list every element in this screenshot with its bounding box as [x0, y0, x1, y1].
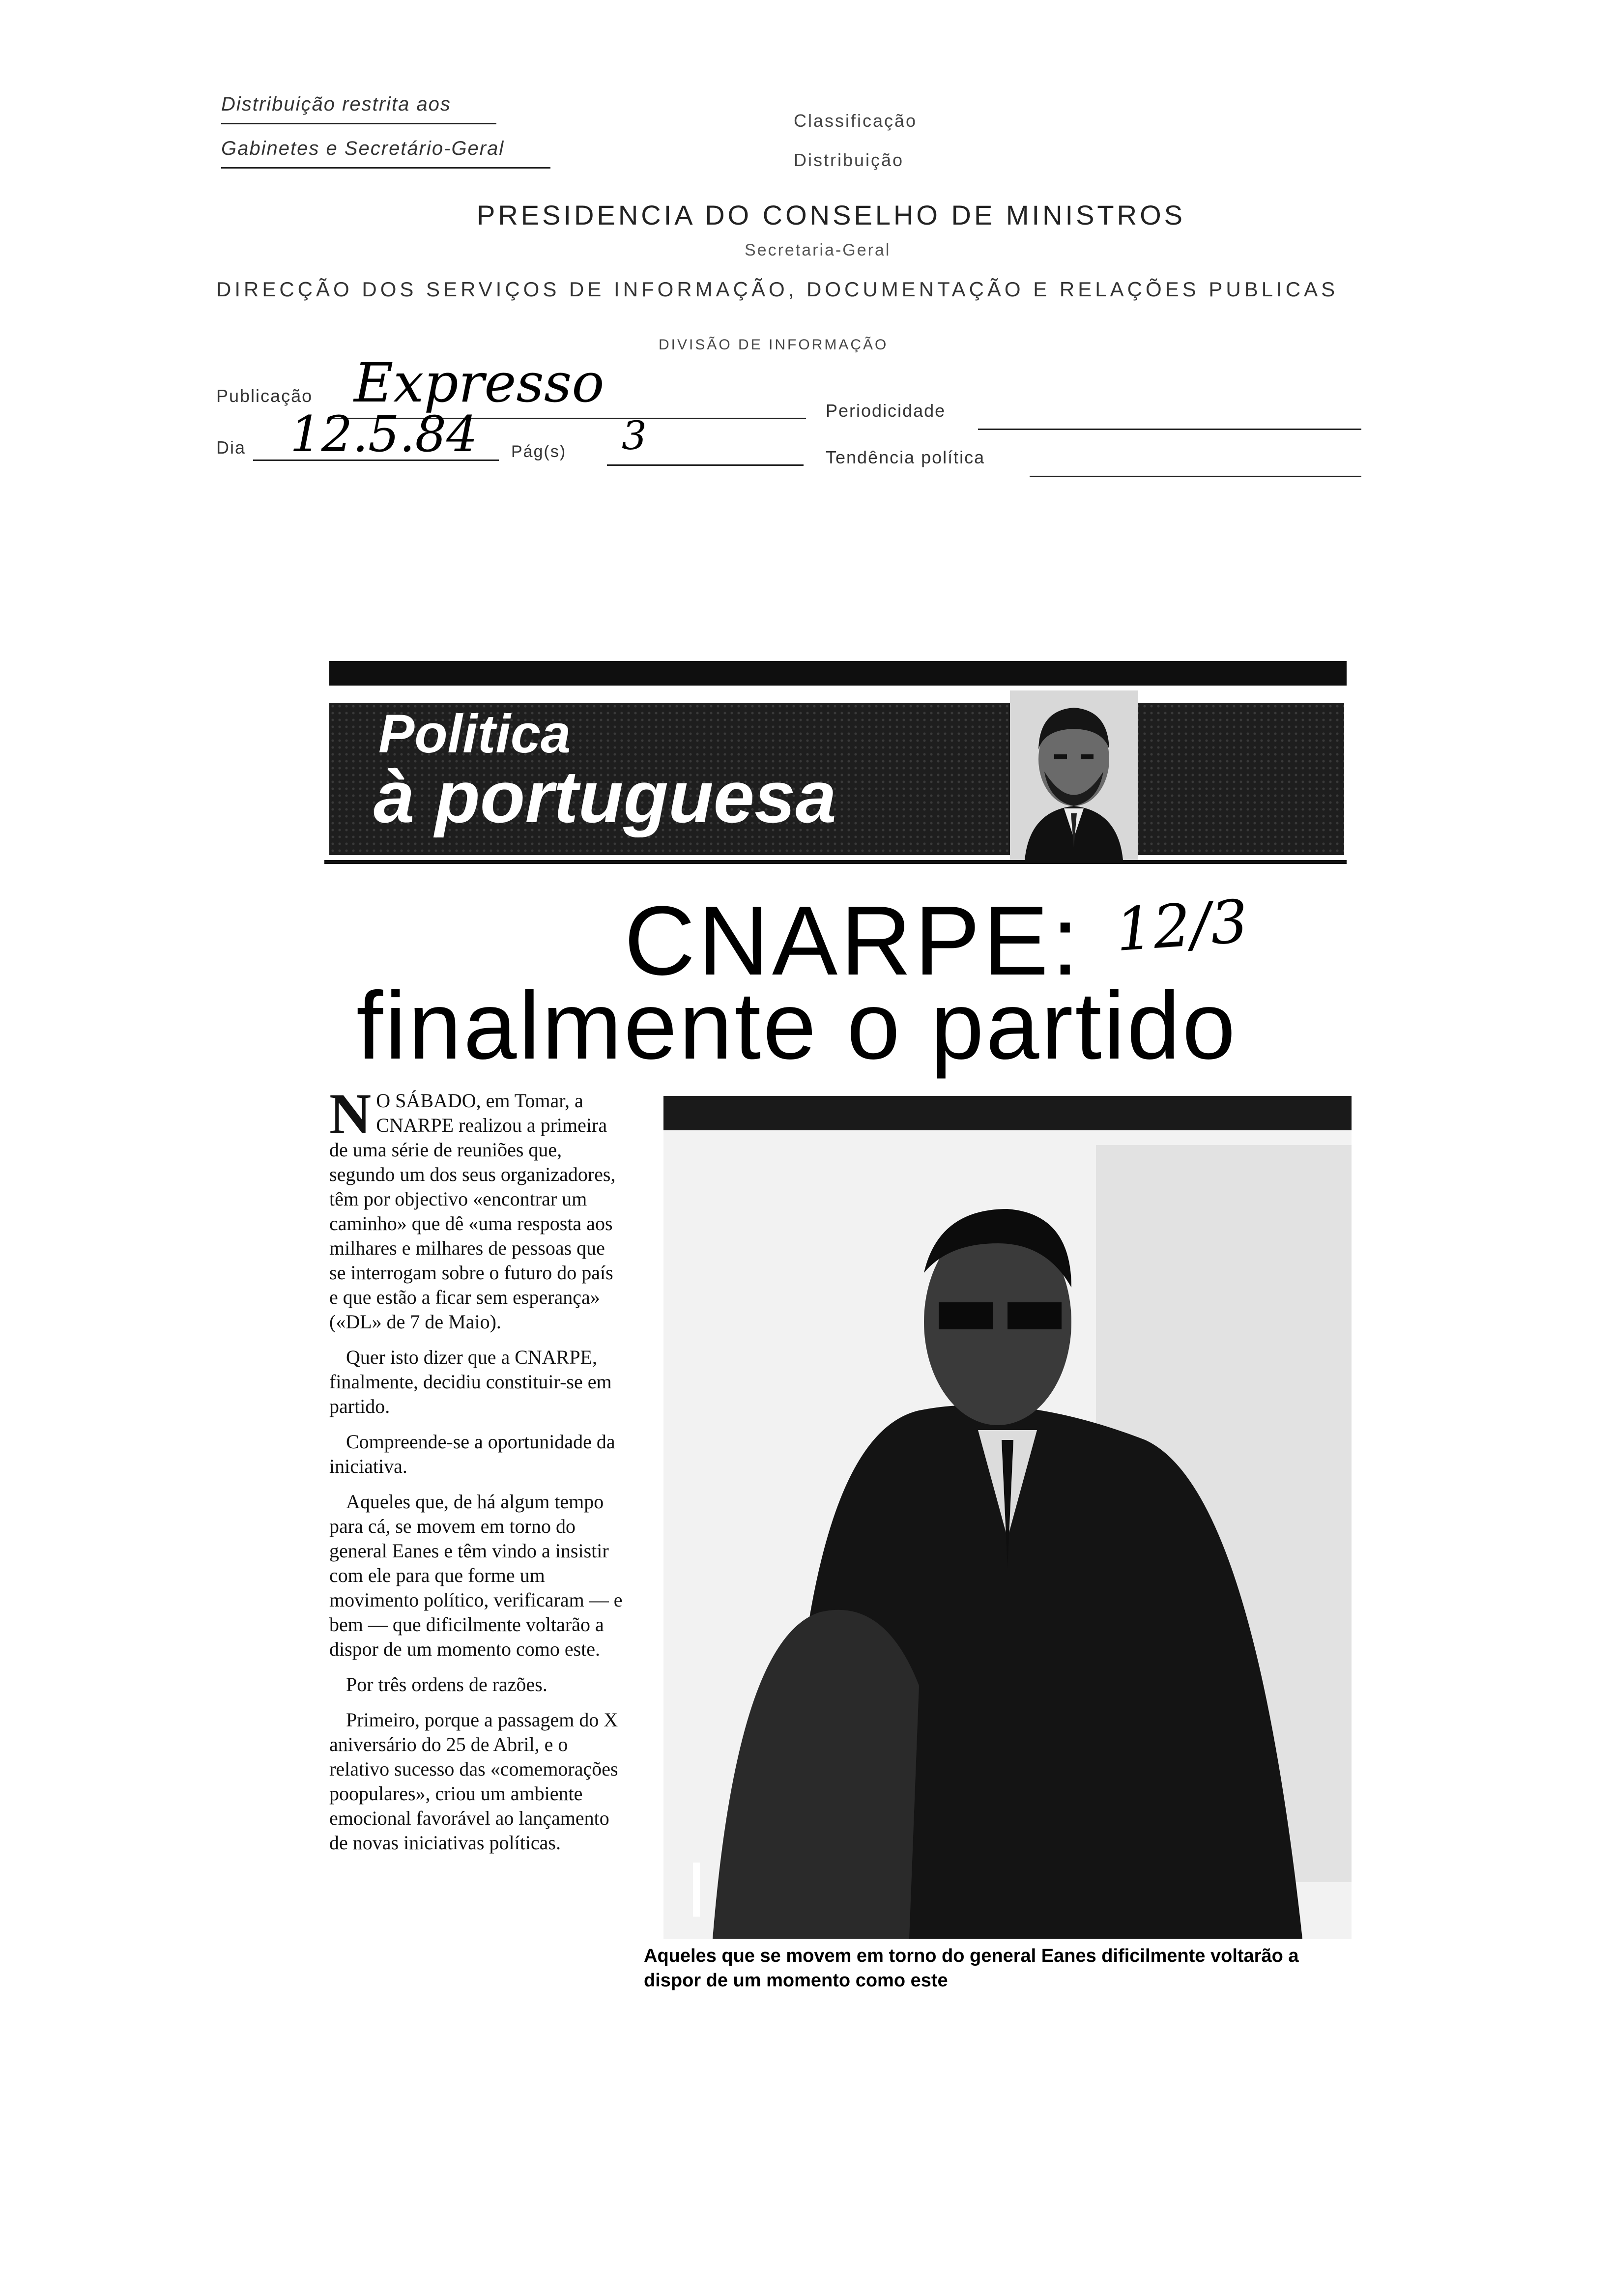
photo-figure-glasses-right	[1008, 1302, 1062, 1329]
portrait-eye-left	[1054, 754, 1067, 759]
divider	[221, 123, 496, 124]
divider	[1030, 476, 1361, 477]
dia-value: 12.5.84	[290, 405, 478, 463]
article-paragraph: Aqueles que, de há algum tempo para cá, se movem em torno do general Eanes e têm vindo a insistir com ele para que forme um movimento político, verificaram — e bem — que dificilmente voltarão a dispor de um momento como este.	[329, 1491, 623, 1660]
divider	[978, 429, 1361, 430]
headline-line1: CNARPE:	[624, 886, 1082, 996]
article-paragraph: N O SÁBADO, em Tomar, a CNARPE realizou a primeira de uma série de reuniões que, segundo um dos seus organizadores, têm por objectivo «encontrar um caminho» que dê «uma resposta aos milhares e milhares de pessoas que se interrogam sobre o futuro do país e que estão a ficar sem esperança» («DL» de 7 de Maio).	[329, 1082, 616, 1333]
banner-rule	[324, 860, 1347, 864]
article-body	[329, 1082, 624, 1866]
photo-caption: Aqueles que se movem em torno do general Eanes dificilmente voltarão a dispor de um momento como este	[644, 1946, 1299, 1991]
headline-line2: finalmente o partido	[356, 972, 1238, 1079]
photo-mark	[693, 1863, 700, 1917]
publicacao-label: Publicação	[216, 386, 313, 406]
pags-value: 3	[622, 413, 647, 459]
periodicidade-label: Periodicidade	[826, 401, 946, 421]
banner-title-line1: Politica	[378, 704, 571, 764]
tendencia-label: Tendência política	[826, 447, 985, 467]
columnist-portrait	[1010, 690, 1138, 860]
photo-top-band	[663, 1096, 1352, 1130]
article-photo	[663, 1096, 1352, 1939]
article-paragraph: Por três ordens de razões.	[346, 1673, 547, 1695]
article-paragraph: Primeiro, porque a passagem do X aniversário do 25 de Abril, e o relativo sucesso das «comemorações poopulares», criou um ambiente emocional favorável ao lançamento de novas iniciativas políticas.	[329, 1709, 618, 1854]
distribuicao-label: Distribuição	[794, 150, 904, 170]
portrait-eye-right	[1081, 754, 1094, 759]
article-paragraph: Compreende-se a oportunidade da iniciativa.	[329, 1431, 615, 1477]
presidencia-title: PRESIDENCIA DO CONSELHO DE MINISTROS	[477, 200, 1185, 230]
article-paragraph: Quer isto dizer que a CNARPE, finalmente, decidiu constituir-se em partido.	[329, 1346, 612, 1417]
handwritten-annotation: 12/3	[1113, 887, 1251, 965]
secretaria-subtitle: Secretaria-Geral	[745, 241, 891, 259]
photo-figure-glasses-left	[939, 1302, 993, 1329]
distribution-note-line2: Gabinetes e Secretário-Geral	[221, 138, 505, 159]
banner-top-bar	[329, 661, 1347, 686]
distribution-note-line1: Distribuição restrita aos	[221, 93, 451, 115]
divisao-line: DIVISÃO DE INFORMAÇÃO	[659, 337, 889, 353]
pags-label: Pág(s)	[511, 442, 567, 461]
divider	[607, 464, 804, 466]
classificacao-label: Classificação	[794, 111, 918, 131]
drop-cap: N	[329, 1082, 372, 1146]
banner-title-line2: à portuguesa	[374, 755, 836, 838]
publicacao-value: Expresso	[354, 351, 604, 414]
dia-label: Dia	[216, 437, 246, 458]
direccao-line: DIRECÇÃO DOS SERVIÇOS DE INFORMAÇÃO, DOCUMENTAÇÃO E RELAÇÕES PUBLICAS	[216, 278, 1339, 301]
divider	[221, 167, 550, 169]
